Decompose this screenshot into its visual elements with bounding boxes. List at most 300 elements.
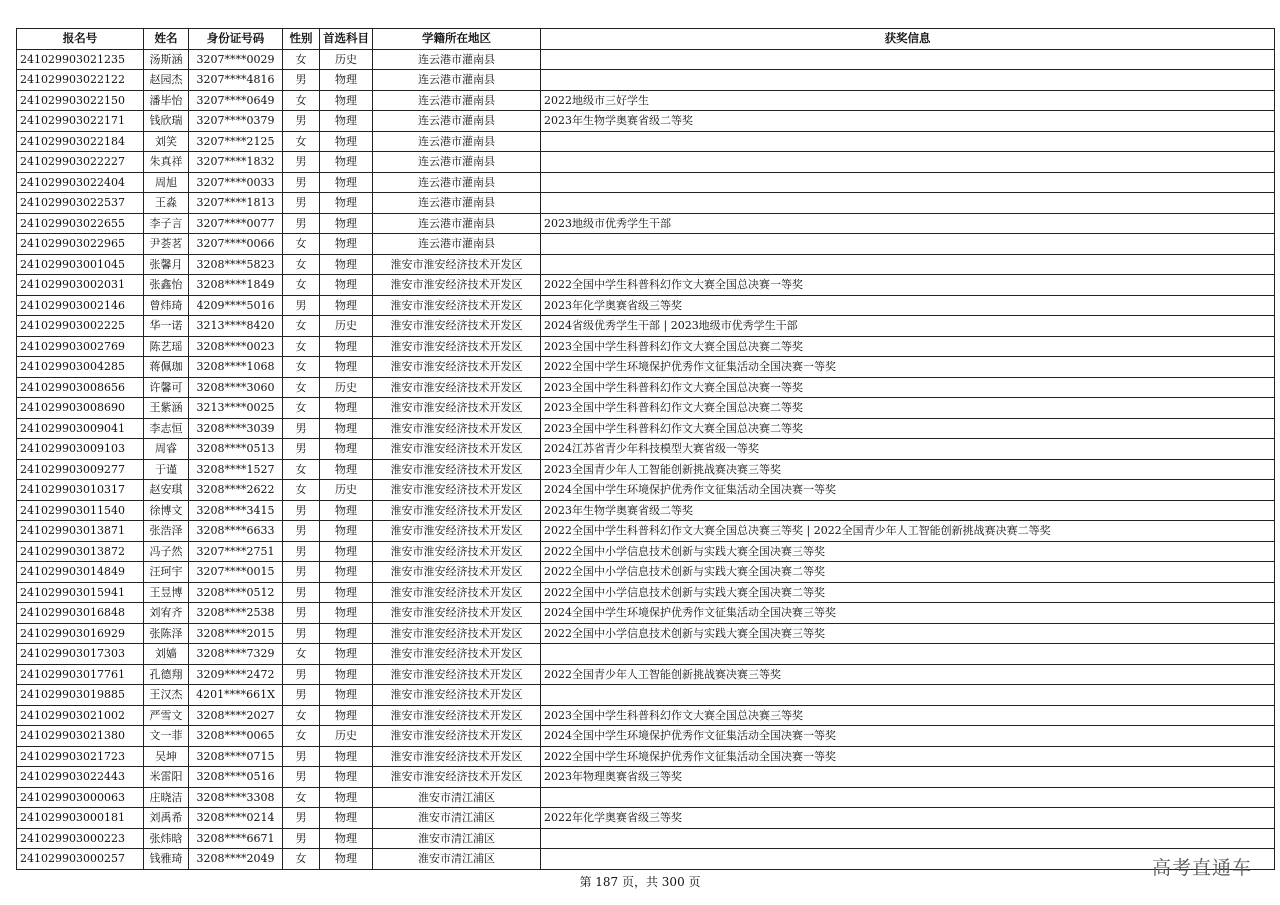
cell-name: 钱雅琦 — [144, 849, 189, 870]
cell-name: 徐博文 — [144, 500, 189, 521]
cell-name: 于谨 — [144, 459, 189, 480]
cell-id-number: 3213****8420 — [189, 316, 283, 337]
cell-gender: 女 — [283, 480, 320, 501]
cell-name: 李子言 — [144, 213, 189, 234]
cell-name: 刘笑 — [144, 131, 189, 152]
cell-id-number: 3208****0516 — [189, 767, 283, 788]
cell-exam-number: 241029903022443 — [17, 767, 144, 788]
cell-gender: 女 — [283, 49, 320, 70]
cell-awards — [541, 644, 1275, 665]
cell-id-number: 3208****1849 — [189, 275, 283, 296]
cell-subject: 物理 — [320, 746, 373, 767]
cell-id-number: 3208****6633 — [189, 521, 283, 542]
cell-exam-number: 241029903008690 — [17, 398, 144, 419]
cell-region: 淮安市淮安经济技术开发区 — [373, 746, 541, 767]
cell-gender: 男 — [283, 152, 320, 173]
cell-subject: 物理 — [320, 541, 373, 562]
cell-name: 赵安琪 — [144, 480, 189, 501]
cell-gender: 女 — [283, 275, 320, 296]
cell-gender: 女 — [283, 459, 320, 480]
cell-exam-number: 241029903022171 — [17, 111, 144, 132]
cell-exam-number: 241029903001045 — [17, 254, 144, 275]
header-subject: 首选科目 — [320, 29, 373, 50]
cell-id-number: 3207****0379 — [189, 111, 283, 132]
cell-id-number: 3208****3308 — [189, 787, 283, 808]
cell-subject: 物理 — [320, 398, 373, 419]
table-row — [17, 685, 1275, 706]
cell-name: 王昱博 — [144, 582, 189, 603]
cell-exam-number: 241029903008656 — [17, 377, 144, 398]
cell-subject: 物理 — [320, 808, 373, 829]
cell-id-number: 3208****2049 — [189, 849, 283, 870]
table-row — [17, 480, 1275, 501]
cell-exam-number: 241029903000063 — [17, 787, 144, 808]
cell-exam-number: 241029903022965 — [17, 234, 144, 255]
cell-gender: 男 — [283, 767, 320, 788]
cell-name: 米雷阳 — [144, 767, 189, 788]
cell-region: 连云港市灌南县 — [373, 152, 541, 173]
table-row — [17, 336, 1275, 357]
cell-exam-number: 241029903016848 — [17, 603, 144, 624]
cell-gender: 男 — [283, 213, 320, 234]
cell-subject: 物理 — [320, 90, 373, 111]
cell-name: 张陈泽 — [144, 623, 189, 644]
cell-id-number: 3208****5823 — [189, 254, 283, 275]
cell-gender: 女 — [283, 644, 320, 665]
cell-subject: 历史 — [320, 480, 373, 501]
cell-awards: 2022全国中学生科普科幻作文大赛全国总决赛一等奖 — [541, 275, 1275, 296]
cell-awards — [541, 131, 1275, 152]
cell-subject: 物理 — [320, 644, 373, 665]
cell-subject: 物理 — [320, 131, 373, 152]
cell-region: 连云港市灌南县 — [373, 172, 541, 193]
table-row — [17, 90, 1275, 111]
cell-gender: 女 — [283, 849, 320, 870]
cell-gender: 男 — [283, 172, 320, 193]
cell-subject: 物理 — [320, 623, 373, 644]
cell-awards — [541, 152, 1275, 173]
cell-subject: 物理 — [320, 685, 373, 706]
cell-name: 刘禹希 — [144, 808, 189, 829]
cell-subject: 物理 — [320, 521, 373, 542]
cell-region: 淮安市淮安经济技术开发区 — [373, 418, 541, 439]
cell-region: 淮安市淮安经济技术开发区 — [373, 521, 541, 542]
cell-id-number: 3208****3060 — [189, 377, 283, 398]
table-row — [17, 193, 1275, 214]
cell-gender: 男 — [283, 582, 320, 603]
cell-subject: 物理 — [320, 254, 373, 275]
cell-region: 连云港市灌南县 — [373, 213, 541, 234]
cell-name: 许馨可 — [144, 377, 189, 398]
cell-awards: 2023全国中学生科普科幻作文大赛全国总决赛二等奖 — [541, 336, 1275, 357]
cell-region: 连云港市灌南县 — [373, 90, 541, 111]
cell-exam-number: 241029903019885 — [17, 685, 144, 706]
cell-awards — [541, 49, 1275, 70]
table-row — [17, 459, 1275, 480]
cell-region: 淮安市清江浦区 — [373, 787, 541, 808]
cell-exam-number: 241029903021723 — [17, 746, 144, 767]
cell-id-number: 3207****1832 — [189, 152, 283, 173]
cell-awards: 2022全国中小学信息技术创新与实践大赛全国决赛三等奖 — [541, 541, 1275, 562]
results-table — [16, 28, 1275, 870]
cell-awards: 2023全国中学生科普科幻作文大赛全国总决赛二等奖 — [541, 418, 1275, 439]
cell-awards — [541, 70, 1275, 91]
cell-exam-number: 241029903000181 — [17, 808, 144, 829]
cell-id-number: 3208****6671 — [189, 828, 283, 849]
table-row — [17, 357, 1275, 378]
cell-name: 张馨月 — [144, 254, 189, 275]
cell-subject: 物理 — [320, 152, 373, 173]
cell-name: 王紫涵 — [144, 398, 189, 419]
cell-subject: 物理 — [320, 111, 373, 132]
cell-awards: 2024全国中学生环境保护优秀作文征集活动全国决赛一等奖 — [541, 480, 1275, 501]
cell-exam-number: 241029903010317 — [17, 480, 144, 501]
table-row — [17, 623, 1275, 644]
cell-region: 淮安市淮安经济技术开发区 — [373, 254, 541, 275]
cell-gender: 男 — [283, 439, 320, 460]
cell-exam-number: 241029903022227 — [17, 152, 144, 173]
table-row — [17, 562, 1275, 583]
header-region: 学籍所在地区 — [373, 29, 541, 50]
cell-name: 李志恒 — [144, 418, 189, 439]
cell-exam-number: 241029903002146 — [17, 295, 144, 316]
cell-gender: 男 — [283, 828, 320, 849]
header-gender: 性别 — [283, 29, 320, 50]
cell-awards — [541, 787, 1275, 808]
cell-subject: 物理 — [320, 849, 373, 870]
table-header — [17, 29, 1275, 50]
cell-id-number: 3207****0029 — [189, 49, 283, 70]
table-row — [17, 582, 1275, 603]
cell-region: 连云港市灌南县 — [373, 70, 541, 91]
cell-region: 淮安市淮安经济技术开发区 — [373, 500, 541, 521]
cell-region: 淮安市清江浦区 — [373, 828, 541, 849]
cell-gender: 女 — [283, 705, 320, 726]
cell-region: 淮安市淮安经济技术开发区 — [373, 562, 541, 583]
cell-region: 淮安市清江浦区 — [373, 849, 541, 870]
cell-exam-number: 241029903022537 — [17, 193, 144, 214]
cell-region: 淮安市淮安经济技术开发区 — [373, 295, 541, 316]
cell-id-number: 3208****3039 — [189, 418, 283, 439]
cell-id-number: 3213****0025 — [189, 398, 283, 419]
table-row — [17, 111, 1275, 132]
cell-awards: 2023全国中学生科普科幻作文大赛全国总决赛三等奖 — [541, 705, 1275, 726]
cell-id-number: 3208****0715 — [189, 746, 283, 767]
cell-name: 刘宥齐 — [144, 603, 189, 624]
table-row — [17, 131, 1275, 152]
cell-id-number: 3207****4816 — [189, 70, 283, 91]
cell-region: 淮安市淮安经济技术开发区 — [373, 316, 541, 337]
cell-subject: 物理 — [320, 767, 373, 788]
cell-gender: 男 — [283, 562, 320, 583]
cell-id-number: 3207****0033 — [189, 172, 283, 193]
cell-id-number: 3208****0023 — [189, 336, 283, 357]
cell-awards: 2022全国中学生科普科幻作文大赛全国总决赛三等奖 | 2022全国青少年人工智能创新挑战赛决赛二等奖 — [541, 521, 1275, 542]
table-row — [17, 152, 1275, 173]
cell-subject: 物理 — [320, 705, 373, 726]
table-row — [17, 377, 1275, 398]
cell-region: 淮安市淮安经济技术开发区 — [373, 336, 541, 357]
cell-region: 淮安市淮安经济技术开发区 — [373, 623, 541, 644]
table-row — [17, 521, 1275, 542]
cell-name: 张炜晗 — [144, 828, 189, 849]
table-row — [17, 644, 1275, 665]
cell-exam-number: 241029903004285 — [17, 357, 144, 378]
cell-subject: 物理 — [320, 439, 373, 460]
cell-subject: 物理 — [320, 582, 373, 603]
cell-id-number: 3208****0065 — [189, 726, 283, 747]
cell-awards — [541, 172, 1275, 193]
cell-name: 华一诺 — [144, 316, 189, 337]
cell-awards: 2022全国中小学信息技术创新与实践大赛全国决赛三等奖 — [541, 623, 1275, 644]
cell-gender: 女 — [283, 254, 320, 275]
cell-id-number: 3207****1813 — [189, 193, 283, 214]
cell-gender: 女 — [283, 234, 320, 255]
cell-awards: 2023全国青少年人工智能创新挑战赛决赛三等奖 — [541, 459, 1275, 480]
cell-gender: 女 — [283, 316, 320, 337]
cell-awards: 2024江苏省青少年科技模型大赛省级一等奖 — [541, 439, 1275, 460]
cell-region: 淮安市淮安经济技术开发区 — [373, 541, 541, 562]
cell-region: 连云港市灌南县 — [373, 234, 541, 255]
table-row — [17, 849, 1275, 870]
cell-awards: 2024全国中学生环境保护优秀作文征集活动全国决赛三等奖 — [541, 603, 1275, 624]
cell-region: 淮安市淮安经济技术开发区 — [373, 357, 541, 378]
table-row — [17, 726, 1275, 747]
table-row — [17, 49, 1275, 70]
cell-exam-number: 241029903021002 — [17, 705, 144, 726]
header-exam-number: 报名号 — [17, 29, 144, 50]
table-row — [17, 767, 1275, 788]
cell-subject: 物理 — [320, 275, 373, 296]
cell-id-number: 4201****661X — [189, 685, 283, 706]
cell-id-number: 3208****3415 — [189, 500, 283, 521]
cell-exam-number: 241029903022150 — [17, 90, 144, 111]
cell-gender: 男 — [283, 623, 320, 644]
cell-gender: 男 — [283, 193, 320, 214]
cell-awards: 2022全国中学生环境保护优秀作文征集活动全国决赛一等奖 — [541, 746, 1275, 767]
cell-region: 连云港市灌南县 — [373, 49, 541, 70]
cell-subject: 物理 — [320, 70, 373, 91]
cell-awards: 2023全国中学生科普科幻作文大赛全国总决赛一等奖 — [541, 377, 1275, 398]
cell-gender: 男 — [283, 70, 320, 91]
cell-region: 淮安市淮安经济技术开发区 — [373, 603, 541, 624]
table-body — [17, 49, 1275, 869]
table-row — [17, 705, 1275, 726]
cell-exam-number: 241029903022655 — [17, 213, 144, 234]
cell-name: 周旭 — [144, 172, 189, 193]
cell-exam-number: 241029903009041 — [17, 418, 144, 439]
cell-gender: 男 — [283, 521, 320, 542]
cell-name: 张浩泽 — [144, 521, 189, 542]
cell-awards: 2023年生物学奥赛省级二等奖 — [541, 500, 1275, 521]
cell-id-number: 3208****1068 — [189, 357, 283, 378]
cell-name: 潘毕怡 — [144, 90, 189, 111]
table-row — [17, 172, 1275, 193]
table-row — [17, 787, 1275, 808]
cell-region: 淮安市淮安经济技术开发区 — [373, 767, 541, 788]
cell-gender: 女 — [283, 787, 320, 808]
cell-subject: 物理 — [320, 664, 373, 685]
cell-gender: 女 — [283, 131, 320, 152]
cell-name: 王淼 — [144, 193, 189, 214]
cell-awards — [541, 685, 1275, 706]
cell-exam-number: 241029903014849 — [17, 562, 144, 583]
table-row — [17, 275, 1275, 296]
cell-name: 陈艺瑶 — [144, 336, 189, 357]
cell-name: 文一菲 — [144, 726, 189, 747]
table-row — [17, 808, 1275, 829]
cell-subject: 历史 — [320, 49, 373, 70]
cell-exam-number: 241029903017761 — [17, 664, 144, 685]
cell-subject: 历史 — [320, 316, 373, 337]
cell-exam-number: 241029903015941 — [17, 582, 144, 603]
table-row — [17, 316, 1275, 337]
cell-subject: 物理 — [320, 213, 373, 234]
cell-gender: 男 — [283, 746, 320, 767]
cell-exam-number: 241029903022122 — [17, 70, 144, 91]
cell-exam-number: 241029903016929 — [17, 623, 144, 644]
cell-subject: 物理 — [320, 418, 373, 439]
cell-id-number: 3207****0015 — [189, 562, 283, 583]
cell-subject: 物理 — [320, 603, 373, 624]
table-row — [17, 746, 1275, 767]
cell-awards: 2023年物理奥赛省级三等奖 — [541, 767, 1275, 788]
cell-name: 孔德翔 — [144, 664, 189, 685]
cell-exam-number: 241029903022404 — [17, 172, 144, 193]
cell-id-number: 3207****2751 — [189, 541, 283, 562]
cell-region: 淮安市淮安经济技术开发区 — [373, 664, 541, 685]
cell-gender: 女 — [283, 336, 320, 357]
cell-exam-number: 241029903021235 — [17, 49, 144, 70]
cell-subject: 历史 — [320, 726, 373, 747]
table-row — [17, 603, 1275, 624]
cell-awards — [541, 193, 1275, 214]
cell-name: 汪珂宇 — [144, 562, 189, 583]
cell-name: 赵园杰 — [144, 70, 189, 91]
cell-awards: 2023全国中学生科普科幻作文大赛全国总决赛二等奖 — [541, 398, 1275, 419]
cell-gender: 女 — [283, 377, 320, 398]
table-row — [17, 70, 1275, 91]
cell-exam-number: 241029903017303 — [17, 644, 144, 665]
table-row — [17, 234, 1275, 255]
cell-awards: 2024全国中学生环境保护优秀作文征集活动全国决赛一等奖 — [541, 726, 1275, 747]
cell-awards: 2022全国中小学信息技术创新与实践大赛全国决赛二等奖 — [541, 582, 1275, 603]
cell-id-number: 4209****5016 — [189, 295, 283, 316]
cell-region: 连云港市灌南县 — [373, 193, 541, 214]
table-row — [17, 828, 1275, 849]
cell-name: 蒋佩珈 — [144, 357, 189, 378]
cell-gender: 男 — [283, 541, 320, 562]
cell-region: 淮安市淮安经济技术开发区 — [373, 439, 541, 460]
cell-id-number: 3208****2622 — [189, 480, 283, 501]
header-id-number: 身份证号码 — [189, 29, 283, 50]
cell-awards: 2022年化学奥赛省级三等奖 — [541, 808, 1275, 829]
cell-region: 淮安市淮安经济技术开发区 — [373, 582, 541, 603]
cell-id-number: 3208****2538 — [189, 603, 283, 624]
cell-id-number: 3208****2027 — [189, 705, 283, 726]
cell-name: 刘嫱 — [144, 644, 189, 665]
cell-id-number: 3208****7329 — [189, 644, 283, 665]
cell-awards: 2024省级优秀学生干部 | 2023地级市优秀学生干部 — [541, 316, 1275, 337]
cell-exam-number: 241029903009103 — [17, 439, 144, 460]
cell-subject: 历史 — [320, 377, 373, 398]
cell-subject: 物理 — [320, 787, 373, 808]
cell-awards — [541, 828, 1275, 849]
cell-exam-number: 241029903002225 — [17, 316, 144, 337]
cell-region: 淮安市淮安经济技术开发区 — [373, 705, 541, 726]
table-row — [17, 254, 1275, 275]
cell-region: 淮安市淮安经济技术开发区 — [373, 480, 541, 501]
cell-region: 连云港市灌南县 — [373, 111, 541, 132]
cell-subject: 物理 — [320, 500, 373, 521]
table-row — [17, 213, 1275, 234]
cell-id-number: 3208****0512 — [189, 582, 283, 603]
cell-id-number: 3208****0513 — [189, 439, 283, 460]
cell-id-number: 3207****0077 — [189, 213, 283, 234]
cell-exam-number: 241029903011540 — [17, 500, 144, 521]
cell-name: 张鑫怡 — [144, 275, 189, 296]
cell-region: 淮安市清江浦区 — [373, 808, 541, 829]
cell-gender: 男 — [283, 295, 320, 316]
cell-subject: 物理 — [320, 357, 373, 378]
cell-awards: 2022全国中小学信息技术创新与实践大赛全国决赛二等奖 — [541, 562, 1275, 583]
cell-name: 汤斯涵 — [144, 49, 189, 70]
cell-region: 淮安市淮安经济技术开发区 — [373, 377, 541, 398]
table-row — [17, 295, 1275, 316]
cell-gender: 女 — [283, 90, 320, 111]
cell-gender: 男 — [283, 808, 320, 829]
cell-gender: 女 — [283, 398, 320, 419]
cell-subject: 物理 — [320, 336, 373, 357]
cell-region: 淮安市淮安经济技术开发区 — [373, 459, 541, 480]
cell-subject: 物理 — [320, 234, 373, 255]
cell-gender: 男 — [283, 603, 320, 624]
cell-id-number: 3207****0649 — [189, 90, 283, 111]
table-row — [17, 541, 1275, 562]
cell-awards — [541, 234, 1275, 255]
cell-region: 淮安市淮安经济技术开发区 — [373, 685, 541, 706]
cell-gender: 女 — [283, 726, 320, 747]
cell-exam-number: 241029903009277 — [17, 459, 144, 480]
cell-gender: 男 — [283, 111, 320, 132]
header-name: 姓名 — [144, 29, 189, 50]
cell-region: 连云港市灌南县 — [373, 131, 541, 152]
cell-awards: 2023年生物学奥赛省级二等奖 — [541, 111, 1275, 132]
cell-subject: 物理 — [320, 193, 373, 214]
cell-subject: 物理 — [320, 828, 373, 849]
cell-name: 周睿 — [144, 439, 189, 460]
cell-exam-number: 241029903002769 — [17, 336, 144, 357]
cell-subject: 物理 — [320, 562, 373, 583]
cell-exam-number: 241029903002031 — [17, 275, 144, 296]
cell-gender: 男 — [283, 500, 320, 521]
table-row — [17, 418, 1275, 439]
cell-name: 朱真祥 — [144, 152, 189, 173]
cell-gender: 男 — [283, 418, 320, 439]
cell-region: 淮安市淮安经济技术开发区 — [373, 398, 541, 419]
cell-name: 王汉杰 — [144, 685, 189, 706]
cell-id-number: 3208****0214 — [189, 808, 283, 829]
cell-region: 淮安市淮安经济技术开发区 — [373, 726, 541, 747]
cell-name: 尹荟茗 — [144, 234, 189, 255]
header-row — [17, 29, 1275, 50]
cell-name: 庄晓洁 — [144, 787, 189, 808]
cell-awards — [541, 254, 1275, 275]
cell-exam-number: 241029903013872 — [17, 541, 144, 562]
table-row — [17, 439, 1275, 460]
table-row — [17, 664, 1275, 685]
cell-subject: 物理 — [320, 459, 373, 480]
